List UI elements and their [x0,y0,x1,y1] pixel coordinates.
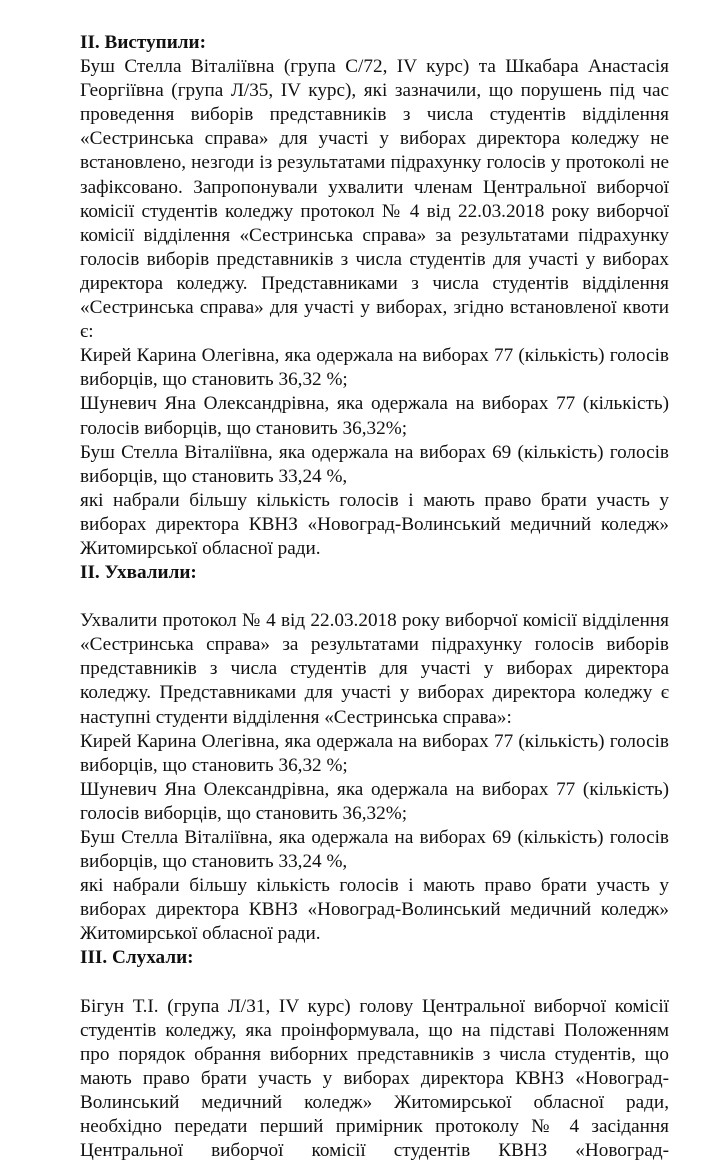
section-spoke [80,31,669,561]
candidate-item: Буш Стелла Віталіївна, яка одержала на виборах 69 (кількість) голосів виборців, що становить 33,24 %, [80,827,669,873]
candidate-item: Шуневич Яна Олександрівна, яка одержала на виборах 77 (кількість) голосів виборців, що становить 36,32%; [80,393,669,439]
paragraph-intro: Ухвалити протокол № 4 від 22.03.2018 року виборчої комісії відділення «Сестринська справа» за результатами підрахунку голосів виборів представників з числа студентів для участі у виборах директора коледжу. Представниками для участі у виборах директора коледжу є наступні студенти відділення «Сестринська справа»: [80,610,669,728]
section-heading: II. Виступили: [80,32,206,53]
spacer [80,971,669,995]
paragraph-body: Бігун Т.І. (група Л/31, IV курс) голову Центральної виборчої комісії студентів коледжу, яка проінформувала, що на підставі Положенням про порядок обрання виборних представників з числа студентів, що мають право брати участь у виборах директора КВНЗ «Новоград-Волинський медичний коледж» Житомирської обласної ради, необхідно передати перший примірник протоколу № 4 засідання Центральної виборчої комісії студентів КВНЗ «Новоград- [80,995,669,1162]
candidate-item: Шуневич Яна Олександрівна, яка одержала на виборах 77 (кількість) голосів виборців, що становить 36,32%; [80,778,669,824]
candidate-item: Кирей Карина Олегівна, яка одержала на виборах 77 (кількість) голосів виборців, що становить 36,32 %; [80,730,669,776]
paragraph-conclusion: які набрали більшу кількість голосів і мають право брати участь у виборах директора КВНЗ «Новоград-Волинський медичний коледж» Житомирської обласної ради. [80,875,669,945]
document-page [80,31,669,1163]
spacer [80,585,669,609]
candidate-item: Кирей Карина Олегівна, яка одержала на виборах 77 (кількість) голосів виборців, що становить 36,32 %; [80,345,669,391]
section-resolved [80,561,669,946]
section-heading: III. Слухали: [80,947,194,969]
section-heard [80,946,669,1163]
paragraph-intro: Буш Стелла Віталіївна (група С/72, IV курс) та Шкабара Анастасія Георгіївна (група Л/35, IV курс), які зазначили, що порушень під час проведення виборів представників з числа студентів відділення «Сестринська справа» для участі у виборах директора коледжу не встановлено, незгоди із результатами підрахунку голосів у протоколі не зафіксовано. Запропонували ухвалити членам Центральної виборчої комісії студентів коледжу протокол № 4 від 22.03.2018 року виборчої комісії відділення «Сестринська справа» за результатами підрахунку голосів виборів представників з числа студентів для участі у виборах директора коледжу. Представниками з числа студентів відділення «Сестринська справа» для участі у виборах, згідно встановленої квоти є: [80,56,669,343]
section-heading: II. Ухвалили: [80,562,197,584]
candidate-item: Буш Стелла Віталіївна, яка одержала на виборах 69 (кількість) голосів виборців, що становить 33,24 %, [80,441,669,487]
paragraph-conclusion: які набрали більшу кількість голосів і мають право брати участь у виборах директора КВНЗ «Новоград-Волинський медичний коледж» Житомирської обласної ради. [80,489,669,559]
